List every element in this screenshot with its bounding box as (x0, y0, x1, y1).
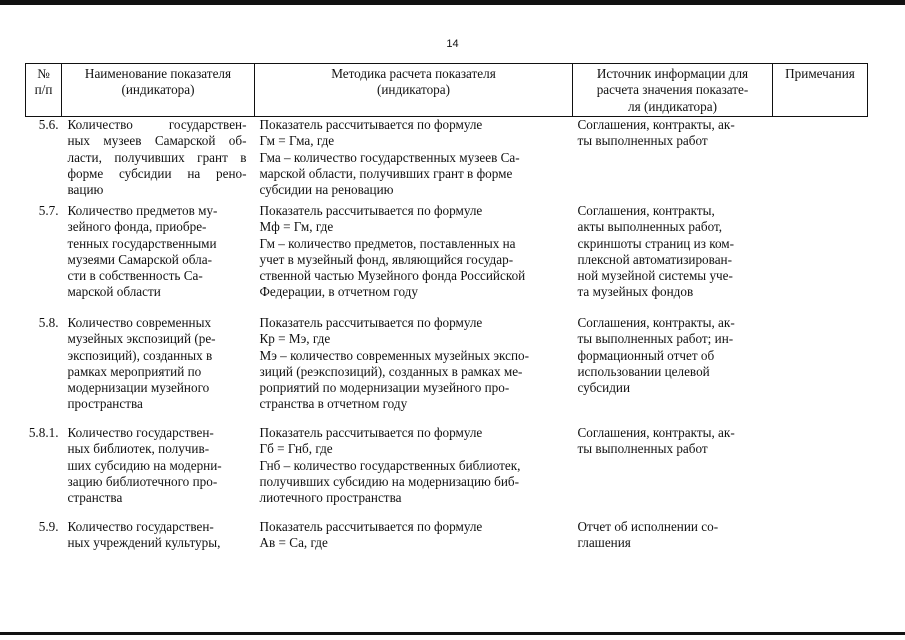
row-number: 5.7. (38, 203, 59, 218)
header-method: Методика расчета показателя (индикатора) (255, 64, 573, 117)
notes-cell (773, 117, 868, 204)
row-number: 5.8. (38, 315, 59, 330)
calculation-method: Показатель рассчитывается по формуле Мф = Гм, где Гм – количество предметов, поставленных на учет в музейный фонд, являющийся государ- ственной частью Музейного фонда Российской Федерации, в отчетном году (259, 203, 526, 300)
calculation-method: Показатель рассчитывается по формуле Ав = Са, где (259, 519, 483, 551)
notes-cell (773, 519, 868, 552)
indicator-name: Количество государствен- ных учреждений культуры, (67, 519, 221, 551)
table-row (26, 519, 868, 552)
row-number: 5.8.1. (28, 425, 59, 440)
table-header-row (26, 64, 868, 117)
table-row (26, 315, 868, 425)
page-number: 14 (446, 38, 459, 50)
row-number: 5.6. (38, 117, 59, 132)
row-number: 5.9. (38, 519, 59, 534)
information-source: Соглашения, контракты, ак- ты выполненных работ (577, 425, 735, 457)
notes-cell (773, 203, 868, 315)
header-num: № п/п (26, 64, 62, 117)
header-source: Источник информации для расчета значения показате- ля (индикатора) (573, 64, 773, 117)
notes-cell (773, 425, 868, 519)
top-border-bar (0, 0, 905, 5)
calculation-method: Показатель рассчитывается по формуле Гм = Гма, где Гма – количество государственных музеев Са- марской области, получивших грант в форме субсидии на реновацию (259, 117, 520, 198)
table-row (26, 117, 868, 204)
bottom-border-bar (0, 632, 905, 635)
notes-cell (773, 315, 868, 425)
header-note: Примечания (773, 64, 868, 117)
information-source: Соглашения, контракты, акты выполненных работ, скриншоты страниц из ком- плексной автоматизирован- ной музейной системы уче- та музейных фондов (577, 203, 735, 300)
indicator-name: Количество государствен- ных музеев Самарской об- ласти, получивших грант в форме субсидии на рено- вацию (67, 117, 247, 198)
information-source: Соглашения, контракты, ак- ты выполненных работ; ин- формационный отчет об использовании целевой субсидии (577, 315, 735, 396)
information-source: Отчет об исполнении со- глашения (577, 519, 719, 551)
table-row (26, 425, 868, 519)
indicator-name: Количество предметов му- зейного фонда, приобре- тенных государственными музеями Самарской обла- сти в собственность Са- марской области (67, 203, 218, 300)
indicators-table (25, 63, 868, 552)
calculation-method: Показатель рассчитывается по формуле Гб = Гнб, где Гнб – количество государственных библиотек, получивших субсидию на модернизацию биб- лиотечного пространства (259, 425, 521, 506)
information-source: Соглашения, контракты, ак- ты выполненных работ (577, 117, 735, 149)
header-name: Наименование показателя (индикатора) (62, 64, 255, 117)
calculation-method: Показатель рассчитывается по формуле Кр = Мэ, где Мэ – количество современных музейных экспо- зиций (реэкспозиций), созданных в рамках ме- роприятий по модернизации музейного про- странства в отчетном году (259, 315, 530, 412)
indicator-name: Количество государствен- ных библиотек, получив- ших субсидию на модерни- зацию библиотечного про- странства (67, 425, 222, 506)
indicator-name: Количество современных музейных экспозиций (ре- экспозиций), созданных в рамках мероприятий по модернизации музейного пространства (67, 315, 216, 412)
table-row (26, 203, 868, 315)
